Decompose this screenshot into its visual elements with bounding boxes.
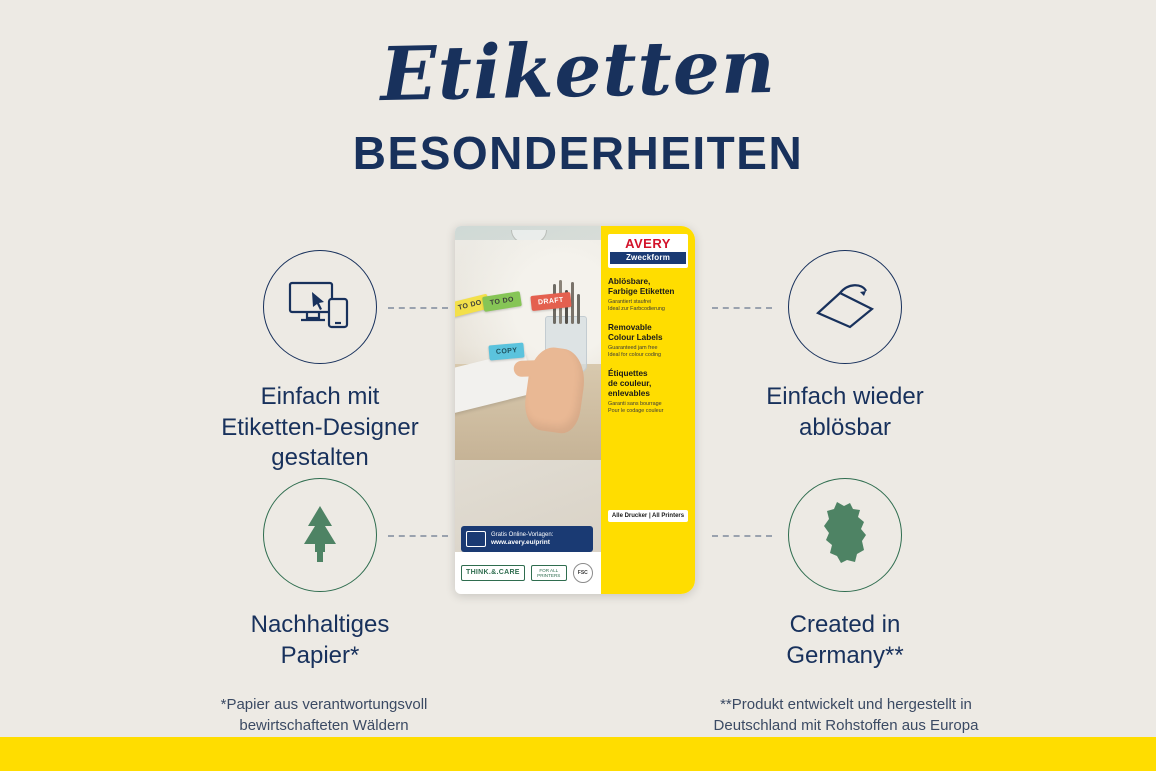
product-package	[455, 226, 695, 594]
sticker-label: TO DO	[482, 291, 522, 312]
lifestyle-photo	[455, 240, 601, 460]
printers-compatibility-badge: Alle Drucker | All Printers	[608, 510, 688, 522]
package-block-fr: Étiquettes de couleur, enlevables Garanti sans bourrage Pour le codage couleur	[608, 369, 664, 415]
feature-germany-circle	[788, 478, 902, 592]
feature-germany-label: Created in Germany**	[786, 611, 904, 669]
footnote-germany: **Produkt entwickelt und hergestellt in Deutschland mit Rohstoffen aus Europa	[713, 696, 979, 734]
package-certifications	[455, 552, 601, 594]
bottom-yellow-bar	[0, 737, 1156, 771]
germany-map-icon	[817, 500, 873, 571]
feature-paper-circle	[263, 478, 377, 592]
finger	[513, 360, 548, 377]
monitor-and-phone-icon	[287, 279, 353, 336]
package-side-panel	[601, 226, 695, 594]
feature-paper-label: Nachhaltiges Papier*	[250, 611, 390, 669]
package-front-photo	[455, 226, 601, 594]
package-block-en: Removable Colour Labels Guaranteed jam free Ideal for colour coding	[608, 323, 663, 359]
page-title-main: BESONDERHEITEN	[352, 127, 804, 179]
feature-removable	[700, 250, 990, 443]
sticker-label: DRAFT	[530, 292, 571, 311]
avery-zweckform-logo	[608, 234, 688, 268]
feature-germany	[700, 478, 990, 671]
think-care-badge: THINK.&.CARE	[461, 565, 525, 581]
computer-icon	[466, 531, 486, 547]
online-templates-promo	[461, 526, 593, 552]
tree-icon	[292, 502, 348, 569]
brand-name-avery: AVERY	[625, 236, 671, 251]
online-templates-text: Gratis Online-Vorlagen: www.avery.eu/print	[491, 531, 554, 546]
footnote-paper: *Papier aus verantwortungsvoll bewirtschafteten Wäldern	[220, 696, 428, 734]
eco-badge: FOR ALL PRINTERS	[531, 565, 567, 582]
feature-paper	[175, 478, 465, 671]
sticker-label: TO DO	[455, 294, 490, 318]
feature-designer-label: Einfach mit Etiketten-Designer gestalten	[221, 383, 419, 472]
peel-label-icon	[810, 279, 880, 336]
feature-removable-label: Einfach wieder ablösbar	[766, 383, 924, 441]
feature-designer	[175, 250, 465, 474]
fsc-badge: FSC	[573, 563, 593, 583]
package-block-de: Ablösbare, Farbige Etiketten Garantiert staufrei Ideal zur Farbcodierung	[608, 277, 675, 313]
feature-designer-circle	[263, 250, 377, 364]
feature-removable-circle	[788, 250, 902, 364]
page-title-script: Etiketten	[379, 23, 777, 119]
brand-name-zweckform: Zweckform	[610, 252, 686, 264]
sticker-label: COPY	[488, 342, 525, 360]
